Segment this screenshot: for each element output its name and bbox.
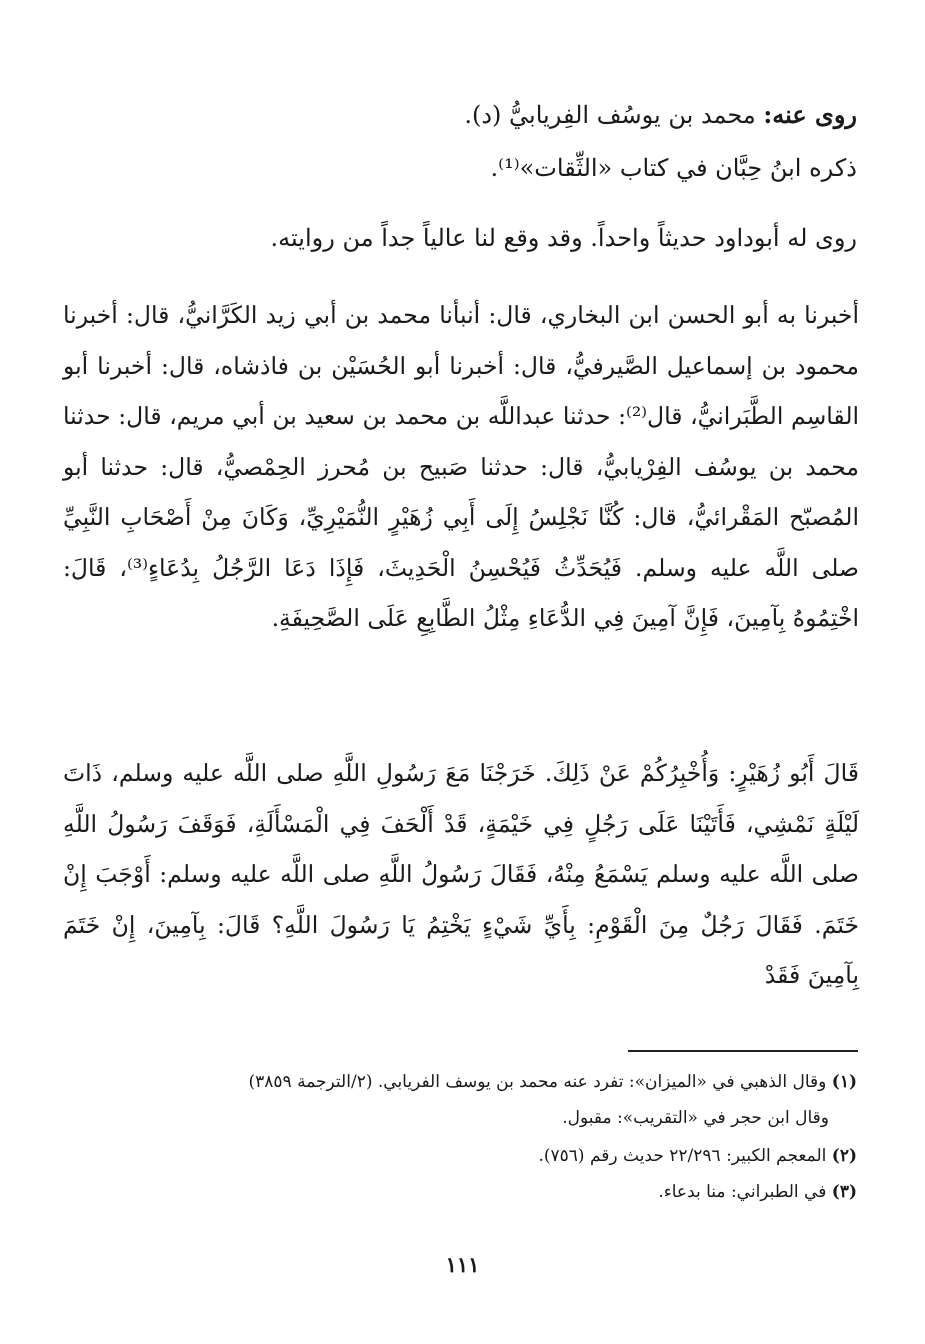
narrated-from-label: روى عنه: <box>763 100 857 129</box>
page-number: ١١١ <box>445 1252 480 1277</box>
footnote-2 <box>538 1146 857 1166</box>
narrated-from-line <box>464 100 857 129</box>
footnote-1 <box>249 1072 857 1092</box>
footnote-number: (١) <box>831 1072 857 1092</box>
abu-dawud-line: روى له أبوداود حديثاً واحداً. وقد وقع لنا عالياً جداً من روايته. <box>270 224 857 252</box>
footnote-1-continuation <box>562 1108 829 1128</box>
ibn-hibban-line: ذكره ابنُ حِبَّان في كتاب «الثِّقات»⁽¹⁾. <box>490 154 857 182</box>
footnote-number: (٣) <box>831 1182 857 1202</box>
narrated-from-text: محمد بن يوسُف الفِريابيُّ (د). <box>464 101 764 129</box>
footnote-3 <box>658 1182 857 1202</box>
hadith-paragraph <box>63 290 859 644</box>
continuation-paragraph <box>63 748 859 1001</box>
hadith-text: أخبرنا به أبو الحسن ابن البخاري، قال: أنبأنا محمد بن أبي زيد الكَرَّانيُّ، قال: أخبرنا محمود بن إسماعيل الصَّيرفيُّ، قال: أخبرنا أبو الحُسَيْن بن فاذشاه، قال: أخبرنا أبو القاسِم الطَّبَرانيُّ، قال⁽²⁾: حدثنا عبداللَّه بن محمد بن سعيد بن أبي مريم، قال: حدثنا محمد بن يوسُف الفِرْيابيُّ، قال: حدثنا صَبيح بن مُحرز الحِمْصيُّ، قال: حدثنا أبو المُصبّح المَقْرائيُّ، قال: كُنَّا نَجْلِسُ إِلَى أَبِي زُهَيْرٍ النُّمَيْرِيِّ، وَكَانَ مِنْ أَصْحَابِ النَّبِيِّ صلى اللَّه عليه وسلم. فَيُحَدِّثُ فَيُحْسِنُ الْحَدِيثَ، فَإِذَا دَعَا الرَّجُلُ بِدُعَاءٍ⁽³⁾، قَالَ: اخْتِمُوهُ بِآمِينَ، فَإِنَّ آمِينَ فِي الدُّعَاءِ مِثْلُ الطَّابِعِ عَلَى الصَّحِيفَةِ. <box>63 301 860 632</box>
footnote-separator <box>628 1050 858 1052</box>
footnote-text: المعجم الكبير: ٢٢/٢٩٦ حديث رقم (٧٥٦). <box>538 1146 827 1166</box>
footnote-number: (٢) <box>831 1146 857 1166</box>
footnote-text: في الطبراني: منا بدعاء. <box>658 1182 827 1202</box>
footnote-text: وقال ابن حجر في «التقريب»: مقبول. <box>562 1108 829 1128</box>
continuation-text: قَالَ أَبُو زُهَيْرٍ: وَأُخْبِرُكُمْ عَنْ ذَلِكَ. خَرَجْنَا مَعَ رَسُولِ اللَّهِ صلى اللَّه عليه وسلم، ذَاتَ لَيْلَةٍ نَمْشِي، فَأَتَيْنَا عَلَى رَجُلٍ فِي خَيْمَةٍ، قَدْ أَلْحَفَ فِي الْمَسْأَلَةِ، فَوَقَفَ رَسُولُ اللَّهِ صلى اللَّه عليه وسلم يَسْمَعُ مِنْهُ، فَقَالَ رَسُولُ اللَّهِ صلى اللَّه عليه وسلم: أَوْجَبَ إِنْ خَتَمَ. فَقَالَ رَجُلٌ مِنَ الْقَوْمِ: بِأَيِّ شَيْءٍ يَخْتِمُ يَا رَسُولَ اللَّهِ؟ قَالَ: بِآمِينَ، إِنْ خَتَمَ بِآمِينَ فَقَدْ <box>63 759 859 989</box>
footnote-text: وقال الذهبي في «الميزان»: تفرد عنه محمد بن يوسف الفريابي. (٢/الترجمة ٣٨٥٩) <box>248 1072 827 1092</box>
